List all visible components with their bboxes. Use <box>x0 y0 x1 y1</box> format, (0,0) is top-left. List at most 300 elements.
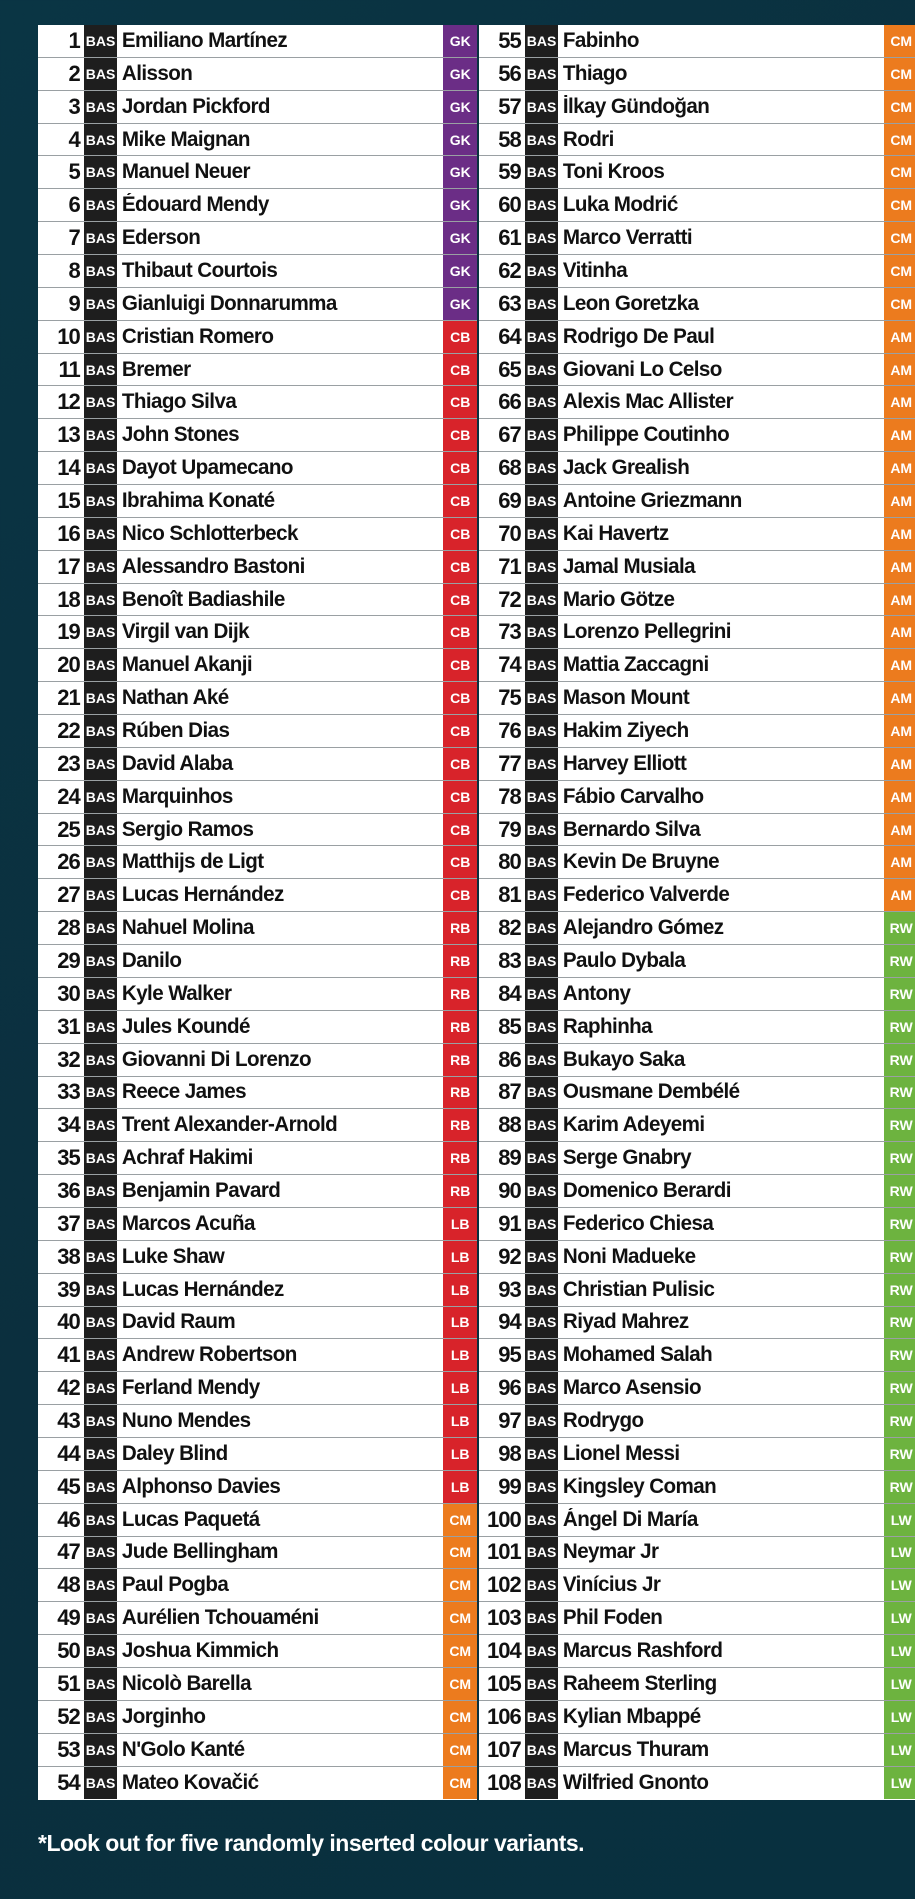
checklist-row <box>479 649 915 682</box>
position-badge: CB <box>443 616 477 648</box>
player-name: Daley Blind <box>122 1441 228 1465</box>
player-name: Christian Pulisic <box>563 1277 715 1301</box>
checklist-row <box>479 1142 915 1175</box>
set-code-label: BAS <box>525 1569 559 1601</box>
position-badge: LB <box>443 1208 477 1240</box>
position-badge: CB <box>443 485 477 517</box>
position-badge: RW <box>884 1044 915 1076</box>
position-badge: CM <box>884 189 915 221</box>
checklist-right-column <box>479 25 915 1800</box>
set-code-label: BAS <box>84 354 118 386</box>
card-number: 39 <box>57 1276 80 1302</box>
player-name: Dayot Upamecano <box>122 456 294 480</box>
card-number: 15 <box>57 487 80 513</box>
player-name: Rúben Dias <box>122 718 230 742</box>
position-badge: LW <box>884 1701 915 1733</box>
checklist-row <box>38 1537 477 1570</box>
position-badge: CM <box>443 1734 477 1766</box>
card-number: 85 <box>498 1013 521 1039</box>
player-name: Joshua Kimmich <box>122 1639 279 1663</box>
position-badge: CM <box>884 58 915 90</box>
set-code-label: BAS <box>525 419 559 451</box>
checklist-row <box>479 25 915 58</box>
checklist-row <box>38 1044 477 1077</box>
set-code-label: BAS <box>84 25 118 57</box>
checklist-row <box>479 1635 915 1668</box>
position-badge: GK <box>443 288 477 320</box>
player-name: Aurélien Tchouaméni <box>122 1606 319 1630</box>
player-name: Marcos Acuña <box>122 1211 256 1235</box>
card-number: 99 <box>498 1473 521 1499</box>
card-number: 35 <box>57 1145 80 1171</box>
position-badge: CM <box>884 124 915 156</box>
card-number: 106 <box>487 1703 521 1729</box>
card-number: 50 <box>57 1638 80 1664</box>
footnote: *Look out for five randomly inserted colour variants. <box>38 1830 585 1856</box>
position-badge: RW <box>884 1438 915 1470</box>
position-badge: CB <box>443 584 477 616</box>
position-badge: CB <box>443 419 477 451</box>
position-badge: AM <box>884 649 915 681</box>
card-number: 1 <box>68 27 80 53</box>
checklist-row <box>38 1471 477 1504</box>
set-code-label: BAS <box>525 814 559 846</box>
card-number: 2 <box>68 60 80 86</box>
checklist-row <box>38 354 477 387</box>
card-number: 30 <box>57 980 80 1006</box>
position-badge: CM <box>443 1537 477 1569</box>
position-badge: CB <box>443 386 477 418</box>
card-number: 71 <box>498 553 521 579</box>
card-number: 92 <box>498 1243 521 1269</box>
checklist-row <box>479 1668 915 1701</box>
checklist-row <box>479 748 915 781</box>
checklist-row <box>38 1011 477 1044</box>
position-badge: CM <box>443 1504 477 1536</box>
player-name: Lucas Hernández <box>122 1277 284 1301</box>
player-name: Nuno Mendes <box>122 1409 251 1433</box>
set-code-label: BAS <box>84 1537 118 1569</box>
position-badge: GK <box>443 58 477 90</box>
card-number: 31 <box>57 1013 80 1039</box>
position-badge: GK <box>443 91 477 123</box>
checklist-row <box>479 1175 915 1208</box>
checklist-row <box>38 715 477 748</box>
checklist-row <box>38 1077 477 1110</box>
checklist-row <box>479 1471 915 1504</box>
player-name: Nicolò Barella <box>122 1671 252 1695</box>
checklist-row <box>479 715 915 748</box>
checklist-row <box>479 386 915 419</box>
card-number: 14 <box>57 455 80 481</box>
checklist-row <box>38 518 477 551</box>
set-code-label: BAS <box>84 91 118 123</box>
player-name: Domenico Berardi <box>563 1179 732 1202</box>
position-badge: AM <box>884 814 915 846</box>
card-number: 100 <box>487 1506 521 1532</box>
card-number: 21 <box>57 685 80 711</box>
card-number: 6 <box>68 192 80 218</box>
set-code-label: BAS <box>525 354 559 386</box>
set-code-label: BAS <box>525 912 559 944</box>
set-code-label: BAS <box>84 616 118 648</box>
card-number: 65 <box>498 356 521 382</box>
checklist-row <box>38 1109 477 1142</box>
player-name: Raheem Sterling <box>563 1671 717 1695</box>
card-number: 60 <box>498 192 521 218</box>
set-code-label: BAS <box>525 551 559 583</box>
checklist-row <box>38 156 477 189</box>
player-name: Gianluigi Donnarumma <box>122 291 338 315</box>
player-name: David Raum <box>122 1310 236 1334</box>
card-number: 53 <box>57 1736 80 1762</box>
player-name: Alejandro Gómez <box>563 916 724 940</box>
card-number: 20 <box>57 652 80 678</box>
card-number: 3 <box>68 93 80 119</box>
set-code-label: BAS <box>525 616 559 648</box>
card-number: 81 <box>498 882 521 908</box>
card-number: 41 <box>57 1342 80 1368</box>
checklist-row <box>479 1405 915 1438</box>
checklist-row <box>479 682 915 715</box>
card-number: 19 <box>57 619 80 645</box>
player-name: Ibrahima Konaté <box>122 488 275 512</box>
set-code-label: BAS <box>525 124 559 156</box>
checklist-row <box>479 485 915 518</box>
position-badge: CM <box>443 1602 477 1634</box>
set-code-label: BAS <box>525 978 559 1010</box>
position-badge: RW <box>884 912 915 944</box>
card-number: 87 <box>498 1079 521 1105</box>
card-number: 61 <box>498 225 521 251</box>
set-code-label: BAS <box>84 879 118 911</box>
set-code-label: BAS <box>84 288 118 320</box>
set-code-label: BAS <box>525 25 559 57</box>
checklist-row <box>479 912 915 945</box>
set-code-label: BAS <box>525 1504 559 1536</box>
player-name: Lucas Hernández <box>122 883 284 907</box>
player-name: Antoine Griezmann <box>563 488 743 512</box>
card-number: 80 <box>498 849 521 875</box>
position-badge: LW <box>884 1635 915 1667</box>
checklist-row <box>479 1274 915 1307</box>
set-code-label: BAS <box>525 1471 559 1503</box>
set-code-label: BAS <box>525 452 559 484</box>
checklist-row <box>38 419 477 452</box>
set-code-label: BAS <box>525 321 559 353</box>
checklist-row <box>38 1701 477 1734</box>
player-name: Jules Koundé <box>122 1014 251 1038</box>
position-badge: LW <box>884 1767 915 1800</box>
position-badge: CB <box>443 649 477 681</box>
player-name: Kylian Mbappé <box>563 1704 701 1728</box>
player-name: David Alaba <box>122 751 233 775</box>
card-number: 93 <box>498 1276 521 1302</box>
checklist-row <box>479 846 915 879</box>
set-code-label: BAS <box>525 1734 559 1766</box>
set-code-label: BAS <box>84 1504 118 1536</box>
set-code-label: BAS <box>84 1734 118 1766</box>
set-code-label: BAS <box>84 1767 118 1800</box>
position-badge: AM <box>884 846 915 878</box>
checklist-row <box>38 978 477 1011</box>
player-name: Karim Adeyemi <box>563 1113 705 1137</box>
checklist-row <box>38 846 477 879</box>
position-badge: CB <box>443 452 477 484</box>
card-number: 28 <box>57 915 80 941</box>
set-code-label: BAS <box>84 156 118 188</box>
checklist-row <box>38 781 477 814</box>
checklist-row <box>479 1504 915 1537</box>
checklist-row <box>38 1668 477 1701</box>
checklist-row <box>38 222 477 255</box>
player-name: Hakim Ziyech <box>563 718 689 742</box>
player-name: Virgil van Dijk <box>122 620 250 644</box>
set-code-label: BAS <box>84 485 118 517</box>
card-number: 72 <box>498 586 521 612</box>
player-name: Jorginho <box>122 1704 206 1728</box>
card-number: 54 <box>57 1769 80 1795</box>
position-badge: CB <box>443 354 477 386</box>
set-code-label: BAS <box>525 1339 559 1371</box>
card-number: 32 <box>57 1046 80 1072</box>
card-number: 34 <box>57 1112 80 1138</box>
checklist-row <box>479 91 915 124</box>
position-badge: CB <box>443 682 477 714</box>
card-number: 58 <box>498 126 521 152</box>
position-badge: RW <box>884 1274 915 1306</box>
card-number: 10 <box>57 323 80 349</box>
position-badge: RB <box>443 978 477 1010</box>
checklist-row <box>38 58 477 91</box>
position-badge: CB <box>443 846 477 878</box>
checklist-row <box>38 945 477 978</box>
set-code-label: BAS <box>84 1471 118 1503</box>
checklist-row <box>479 255 915 288</box>
player-name: Mason Mount <box>563 686 690 710</box>
position-badge: CM <box>884 156 915 188</box>
position-badge: CM <box>884 222 915 254</box>
checklist-row <box>479 1339 915 1372</box>
position-badge: RB <box>443 1175 477 1207</box>
player-name: Noni Madueke <box>563 1244 696 1268</box>
player-name: Nahuel Molina <box>122 916 255 940</box>
player-name: Thibaut Courtois <box>122 258 278 282</box>
player-name: Luka Modrić <box>563 193 679 217</box>
set-code-label: BAS <box>84 748 118 780</box>
card-number: 57 <box>498 93 521 119</box>
checklist-row <box>38 1504 477 1537</box>
position-badge: RW <box>884 1109 915 1141</box>
player-name: Ángel Di María <box>563 1507 699 1531</box>
player-name: Fábio Carvalho <box>563 784 704 808</box>
set-code-label: BAS <box>525 1405 559 1437</box>
set-code-label: BAS <box>84 551 118 583</box>
card-number: 48 <box>57 1572 80 1598</box>
position-badge: RW <box>884 1471 915 1503</box>
position-badge: RB <box>443 912 477 944</box>
checklist-row <box>479 781 915 814</box>
card-number: 8 <box>68 257 80 283</box>
checklist-row <box>38 288 477 321</box>
checklist-row <box>38 1635 477 1668</box>
position-badge: LB <box>443 1372 477 1404</box>
checklist-row <box>479 419 915 452</box>
checklist-row <box>479 1077 915 1110</box>
position-badge: AM <box>884 616 915 648</box>
set-code-label: BAS <box>525 1175 559 1207</box>
player-name: Toni Kroos <box>563 160 665 184</box>
checklist-row <box>38 1307 477 1340</box>
set-code-label: BAS <box>84 1339 118 1371</box>
set-code-label: BAS <box>525 1372 559 1404</box>
checklist-row <box>479 1438 915 1471</box>
card-number: 68 <box>498 455 521 481</box>
position-badge: RB <box>443 1044 477 1076</box>
card-number: 26 <box>57 849 80 875</box>
set-code-label: BAS <box>84 124 118 156</box>
position-badge: LW <box>884 1734 915 1766</box>
checklist-row <box>479 1109 915 1142</box>
checklist-row <box>479 1701 915 1734</box>
set-code-label: BAS <box>84 1208 118 1240</box>
set-code-label: BAS <box>84 189 118 221</box>
position-badge: RW <box>884 1142 915 1174</box>
position-badge: AM <box>884 748 915 780</box>
position-badge: CB <box>443 715 477 747</box>
position-badge: AM <box>884 485 915 517</box>
player-name: Rodrigo De Paul <box>563 324 715 348</box>
set-code-label: BAS <box>525 1635 559 1667</box>
player-name: Benoît Badiashile <box>122 587 286 611</box>
checklist-row <box>38 682 477 715</box>
player-name: Ederson <box>122 226 201 250</box>
checklist-left-column <box>38 25 477 1800</box>
set-code-label: BAS <box>525 1767 559 1800</box>
set-code-label: BAS <box>525 386 559 418</box>
card-number: 91 <box>498 1210 521 1236</box>
card-number: 86 <box>498 1046 521 1072</box>
player-name: Thiago <box>563 61 628 85</box>
set-code-label: BAS <box>525 1077 559 1109</box>
card-number: 22 <box>57 717 80 743</box>
card-number: 44 <box>57 1440 80 1466</box>
checklist-row <box>479 1011 915 1044</box>
position-badge: CM <box>884 255 915 287</box>
position-badge: RW <box>884 945 915 977</box>
checklist-row <box>38 1372 477 1405</box>
checklist-row <box>479 354 915 387</box>
checklist-row <box>479 1602 915 1635</box>
checklist-row <box>479 1767 915 1800</box>
card-number: 105 <box>487 1670 521 1696</box>
checklist-row <box>38 814 477 847</box>
checklist-row <box>38 551 477 584</box>
player-name: Rodrygo <box>563 1409 644 1433</box>
checklist-row <box>38 1569 477 1602</box>
position-badge: GK <box>443 25 477 57</box>
player-name: Alessandro Bastoni <box>122 554 306 578</box>
set-code-label: BAS <box>525 748 559 780</box>
player-name: Marco Verratti <box>563 226 693 250</box>
checklist-row <box>479 1307 915 1340</box>
position-badge: CB <box>443 518 477 550</box>
player-name: Nathan Aké <box>122 686 229 710</box>
position-badge: RW <box>884 1241 915 1273</box>
set-code-label: BAS <box>525 91 559 123</box>
card-number: 24 <box>57 783 80 809</box>
card-number: 38 <box>57 1243 80 1269</box>
checklist-row <box>479 978 915 1011</box>
player-name: Kevin De Bruyne <box>563 850 720 874</box>
player-name: Marco Asensio <box>563 1376 702 1400</box>
set-code-label: BAS <box>84 1109 118 1141</box>
set-code-label: BAS <box>525 156 559 188</box>
player-name: Matthijs de Ligt <box>122 850 264 874</box>
card-number: 67 <box>498 422 521 448</box>
checklist-row <box>38 1602 477 1635</box>
checklist-row <box>38 1438 477 1471</box>
player-name: Sergio Ramos <box>122 817 254 841</box>
card-number: 84 <box>498 980 521 1006</box>
checklist-row <box>479 452 915 485</box>
set-code-label: BAS <box>84 1307 118 1339</box>
position-badge: CB <box>443 748 477 780</box>
set-code-label: BAS <box>84 386 118 418</box>
set-code-label: BAS <box>84 419 118 451</box>
card-number: 43 <box>57 1408 80 1434</box>
set-code-label: BAS <box>525 222 559 254</box>
card-number: 17 <box>57 553 80 579</box>
position-badge: RB <box>443 1109 477 1141</box>
player-name: Raphinha <box>563 1014 653 1038</box>
checklist-row <box>479 1569 915 1602</box>
player-name: Marcus Thuram <box>563 1737 709 1761</box>
card-number: 51 <box>57 1670 80 1696</box>
checklist-row <box>479 518 915 551</box>
card-number: 55 <box>498 27 521 53</box>
player-name: Paul Pogba <box>122 1573 229 1597</box>
checklist-row <box>38 1142 477 1175</box>
set-code-label: BAS <box>84 1635 118 1667</box>
set-code-label: BAS <box>525 1011 559 1043</box>
player-name: Achraf Hakimi <box>122 1146 254 1170</box>
position-badge: CM <box>443 1635 477 1667</box>
set-code-label: BAS <box>84 781 118 813</box>
player-name: Serge Gnabry <box>563 1146 692 1170</box>
set-code-label: BAS <box>525 1142 559 1174</box>
checklist-row <box>479 945 915 978</box>
set-code-label: BAS <box>84 1011 118 1043</box>
set-code-label: BAS <box>84 1175 118 1207</box>
checklist-row <box>479 1734 915 1767</box>
set-code-label: BAS <box>525 58 559 90</box>
card-number: 56 <box>498 60 521 86</box>
position-badge: AM <box>884 584 915 616</box>
position-badge: LB <box>443 1241 477 1273</box>
player-name: Vinícius Jr <box>563 1573 661 1597</box>
position-badge: LW <box>884 1602 915 1634</box>
checklist-row <box>38 616 477 649</box>
checklist-row <box>479 321 915 354</box>
player-name: Bukayo Saka <box>563 1047 685 1071</box>
checklist-row <box>479 879 915 912</box>
card-number: 62 <box>498 257 521 283</box>
set-code-label: BAS <box>84 945 118 977</box>
card-number: 52 <box>57 1703 80 1729</box>
checklist-row <box>479 616 915 649</box>
player-name: Jude Bellingham <box>122 1540 279 1564</box>
